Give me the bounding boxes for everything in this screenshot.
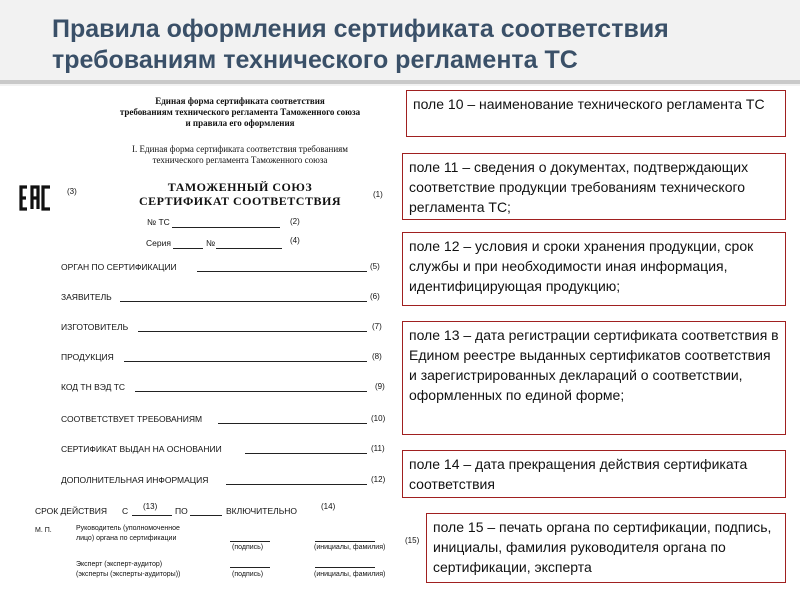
expert-initials-line [315, 567, 375, 568]
no-ts-line [172, 227, 280, 228]
term-from-line [132, 515, 172, 516]
callout-field-15: поле 15 – печать органа по сертификации, подпись, инициалы, фамилия руководителя органа по сертификации, эксперта [426, 513, 786, 583]
head-label-line2: лицо) органа по сертификации [76, 535, 177, 542]
expert-signature-line [230, 567, 270, 568]
form-heading [80, 96, 400, 129]
head-initials-line [315, 541, 375, 542]
term-label: СРОК ДЕЙСТВИЯ [35, 506, 108, 516]
eac-mark-icon [18, 184, 52, 212]
no-ts-label: № ТС [147, 217, 170, 227]
series-label: Серия [146, 238, 171, 248]
form-section-title [80, 144, 400, 166]
head-signature-line [230, 541, 270, 542]
expert-label-line1: Эксперт (эксперт-аудитор) [76, 561, 163, 568]
certificate-title: СЕРТИФИКАТ СООТВЕТСТВИЯ [139, 194, 341, 208]
slide-title [52, 14, 792, 76]
row-label-9: КОД ТН ВЭД ТС [61, 382, 126, 392]
union-title: ТАМОЖЕННЫЙ СОЮЗ [167, 180, 313, 194]
header-divider [0, 80, 800, 84]
row-label-10: СООТВЕТСТВУЕТ ТРЕБОВАНИЯМ [61, 414, 203, 424]
row-line-6 [120, 301, 367, 302]
row-mark-11: (11) [371, 444, 385, 453]
expert-signature-caption: (подпись) [232, 571, 264, 578]
head-label-line1: Руководитель (уполномоченное [76, 525, 180, 532]
row-mark-5: (5) [370, 262, 380, 271]
row-line-7 [138, 331, 367, 332]
row-mark-9: (9) [375, 382, 385, 391]
term-to-label: ПО [175, 506, 188, 516]
expert-initials-caption: (инициалы, фамилия) [314, 571, 386, 578]
series-no-line [216, 248, 282, 249]
form-heading-line1: Единая форма сертификата соответствия [155, 96, 325, 106]
row-label-5: ОРГАН ПО СЕРТИФИКАЦИИ [61, 262, 177, 272]
callout-field-12: поле 12 – условия и сроки хранения продукции, срок службы и при необходимости иная информация, идентифицирующая продукцию; [402, 232, 786, 306]
term-inclusive-label: ВКЛЮЧИТЕЛЬНО [226, 506, 298, 516]
row-mark-10: (10) [371, 414, 386, 423]
form-heading-line3: и правила его оформления [185, 118, 295, 128]
slide-title-line2: требованиям технического регламента ТС [52, 46, 578, 74]
form-heading-line2: требованиям технического регламента Таможенного союза [119, 107, 361, 117]
mark-15: (15) [405, 536, 420, 545]
callout-field-14: поле 14 – дата прекращения действия сертификата соответствия [402, 450, 786, 498]
form-section-line1: I. Единая форма сертификата соответствия требованиям [132, 144, 348, 154]
row-line-10 [218, 423, 367, 424]
row-mark-6: (6) [370, 292, 380, 301]
mark-13: (13) [143, 502, 158, 511]
row-line-8 [124, 361, 367, 362]
head-signature-caption: (подпись) [232, 544, 264, 551]
slide-title-line1: Правила оформления сертификата соответствия [52, 15, 669, 43]
callout-field-10: поле 10 – наименование технического регламента ТС [406, 90, 786, 137]
head-initials-caption: (инициалы, фамилия) [314, 544, 386, 551]
row-mark-8: (8) [372, 352, 382, 361]
row-mark-12: (12) [371, 475, 386, 484]
expert-label-line2: (эксперты (эксперты-аудиторы)) [76, 571, 181, 578]
row-mark-7: (7) [372, 322, 382, 331]
stamp-label: М. П. [35, 527, 52, 534]
callout-field-13: поле 13 – дата регистрации сертификата соответствия в Едином реестре выданных сертификатов соответствия и зарегистрированных деклараций о соответствии, оформленных по единой форме; [402, 321, 786, 435]
row-label-6: ЗАЯВИТЕЛЬ [61, 292, 112, 302]
row-label-8: ПРОДУКЦИЯ [61, 352, 114, 362]
callout-field-11: поле 11 – сведения о документах, подтверждающих соответствие продукции требованиям технического регламента ТС; [402, 153, 786, 220]
row-label-11: СЕРТИФИКАТ ВЫДАН НА ОСНОВАНИИ [61, 444, 222, 454]
mark-2: (2) [290, 217, 300, 226]
mark-3: (3) [67, 187, 77, 196]
mark-14: (14) [321, 502, 336, 511]
slide-header [0, 0, 800, 86]
series-no-label: № [206, 238, 216, 248]
term-to-line [190, 515, 222, 516]
row-line-11 [245, 453, 367, 454]
term-from-label: С [122, 506, 129, 516]
mark-1: (1) [373, 190, 383, 199]
mark-4: (4) [290, 236, 300, 245]
row-line-5 [197, 271, 367, 272]
row-label-12: ДОПОЛНИТЕЛЬНАЯ ИНФОРМАЦИЯ [61, 475, 209, 485]
row-label-7: ИЗГОТОВИТЕЛЬ [61, 322, 129, 332]
form-section-line2: технического регламента Таможенного союза [152, 155, 328, 165]
row-line-12 [226, 484, 367, 485]
row-line-9 [135, 391, 367, 392]
series-line [173, 248, 203, 249]
